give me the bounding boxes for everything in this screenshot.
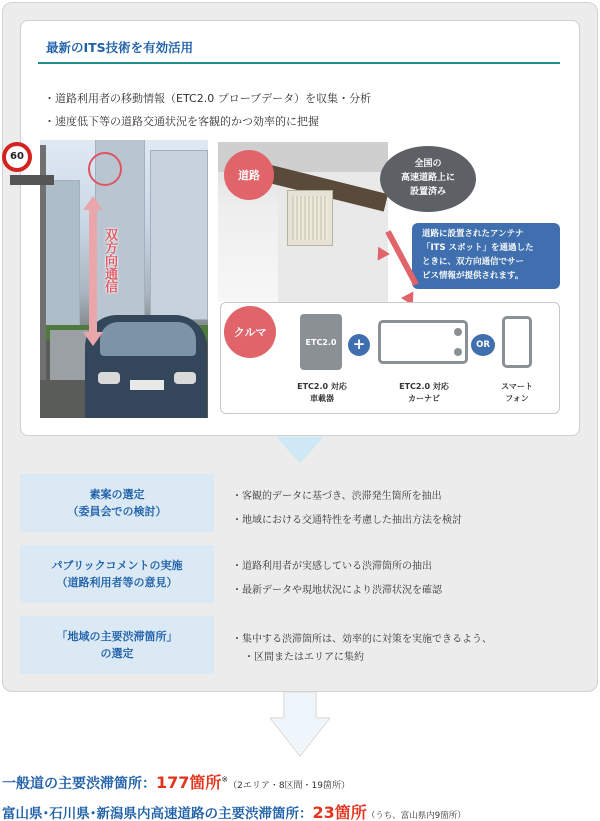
sign-arm (10, 175, 54, 185)
step-box-draft: 素案の選定 （委員会での検討） (20, 474, 214, 532)
result-general-road: 一般道の主要渋滞箇所：177箇所※（2エリア・8区間・19箇所） (2, 773, 351, 792)
step-box-selection: 「地域の主要渋滞箇所」 の選定 (20, 616, 214, 674)
flow-arrow-icon (276, 437, 324, 463)
car-navigation-icon (378, 320, 468, 364)
car-badge: クルマ (224, 306, 276, 358)
navi-button-icon (454, 328, 462, 336)
step-item: ・ 客観的データに基づき、渋滞発生箇所を抽出 (232, 487, 442, 502)
bullet-item: ・ 道路利用者の移動情報（ETC2.0 プローブデータ）を収集・分析 (44, 90, 371, 106)
device-label-navi: ETC2.0 対応 カーナビ (399, 382, 449, 403)
step-item: ・ 最新データや現地状況により渋滞状況を確認 (232, 581, 442, 596)
navi-button-icon (454, 348, 462, 356)
smartphone-icon (502, 316, 532, 368)
step-item: ・ 集中する渋滞箇所は、効率的に対策を実施できるよう、 (232, 630, 492, 645)
title-rule (38, 62, 560, 64)
its-spot-info-bubble: 道路に設置されたアンテナ 「ITS スポット」を通過した ときに、双方向通信でサー ビス情報が提供されます。 (412, 223, 560, 289)
street-photo (40, 140, 208, 418)
its-spot-highlight (88, 152, 122, 186)
step-item-continued: ・ 区間またはエリアに集約 (244, 648, 364, 663)
bullet-item: ・ 速度低下等の道路交通状況を客観的かつ効率的に把握 (44, 113, 319, 129)
arrow-down-icon (83, 332, 103, 346)
installed-bubble: 全国の 高速道路上に 設置済み (380, 146, 476, 212)
step-item: ・ 地域における交通特性を考慮した抽出方法を検討 (232, 511, 462, 526)
device-label-phone: スマート フォン (501, 382, 533, 403)
etc-unit-icon: ETC2.0 (300, 314, 342, 370)
result-expressway: 富山県･石川県･新潟県内高速道路の主要渋滞箇所：23箇所（うち、富山県内9箇所） (2, 803, 466, 821)
plus-icon: + (348, 334, 370, 356)
device-label-etc: ETC2.0 対応 車載器 (297, 382, 347, 403)
step-box-public-comment: パブリックコメントの実施 （道路利用者等の意見） (20, 545, 214, 603)
arrow-up-icon (83, 196, 103, 210)
speed-limit-sign: 60 (2, 142, 32, 172)
section-title: 最新のITS技術を有効活用 (46, 40, 194, 55)
or-badge: OR (471, 334, 495, 356)
antenna-grille (292, 196, 328, 240)
result-arrow-icon (270, 692, 330, 762)
road-badge: 道路 (224, 150, 274, 200)
step-item: ・ 道路利用者が実感している渋滞箇所の抽出 (232, 557, 432, 572)
bidirectional-label: 双方向通信 (102, 228, 117, 293)
